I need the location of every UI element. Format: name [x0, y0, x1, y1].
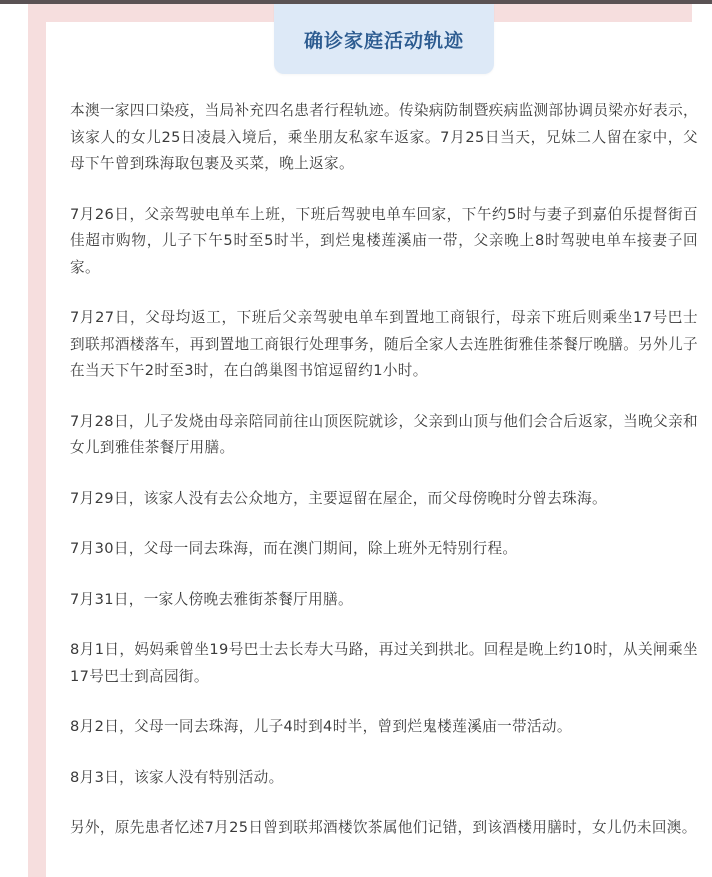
article-body [70, 98, 698, 866]
paragraph-jul-31: 7月31日，一家人傍晚去雅街茶餐厅用膳。 [70, 590, 353, 608]
paragraph-intro: 本澳一家四口染疫，当局补充四名患者行程轨迹。传染病防制暨疾病监测部协调员梁亦好表示，该家人的女儿25日凌晨入境后，乘坐朋友私家车返家。7月25日当天，兄妹二人留在家中，父母下午曾到珠海取包裹及买菜，晚上返家。 [70, 102, 698, 172]
paragraph-jul-28: 7月28日，儿子发烧由母亲陪同前往山顶医院就诊，父亲到山顶与他们会合后返家，当晚父亲和女儿到雅佳茶餐厅用膳。 [70, 412, 698, 456]
article-title: 确诊家庭活动轨迹 [303, 29, 464, 52]
paragraph-jul-29: 7月29日，该家人没有去公众地方，主要逗留在屋企，而父母傍晚时分曾去珠海。 [70, 489, 607, 507]
paragraph-jul-27: 7月27日，父母均返工，下班后父亲驾驶电单车到置地工商银行，母亲下班后则乘坐17号巴士到联邦酒楼落车，再到置地工商银行处理事务，随后全家人去连胜街雅佳茶餐厅晚膳。另外儿子在当天下午2时至3时，在白鸽巢图书馆逗留约1小时。 [70, 309, 698, 379]
title-box [274, 4, 494, 74]
paragraph-aug-2: 8月2日，父母一同去珠海，儿子4时到4时半，曾到烂鬼楼莲溪庙一带活动。 [70, 718, 572, 735]
paragraph-jul-26: 7月26日，父亲驾驶电单车上班，下班后驾驶电单车回家，下午约5时与妻子到嘉伯乐提督街百佳超市购物，儿子下午5时至5时半，到烂鬼楼莲溪庙一带，父亲晚上8时驾驶电单车接妻子回家。 [70, 205, 698, 276]
paragraph-aug-3: 8月3日，该家人没有特别活动。 [70, 768, 284, 786]
paragraph-jul-30: 7月30日，父母一同去珠海，而在澳门期间，除上班外无特别行程。 [70, 540, 518, 557]
paragraph-aug-1: 8月1日，妈妈乘曾坐19号巴士去长寿大马路，再过关到拱北。回程是晚上约10时，从关闸乘坐17号巴士到高园街。 [70, 641, 698, 685]
paragraph-correction: 另外，原先患者忆述7月25日曾到联邦酒楼饮茶属他们记错，到该酒楼用膳时，女儿仍未回澳。 [70, 819, 697, 836]
